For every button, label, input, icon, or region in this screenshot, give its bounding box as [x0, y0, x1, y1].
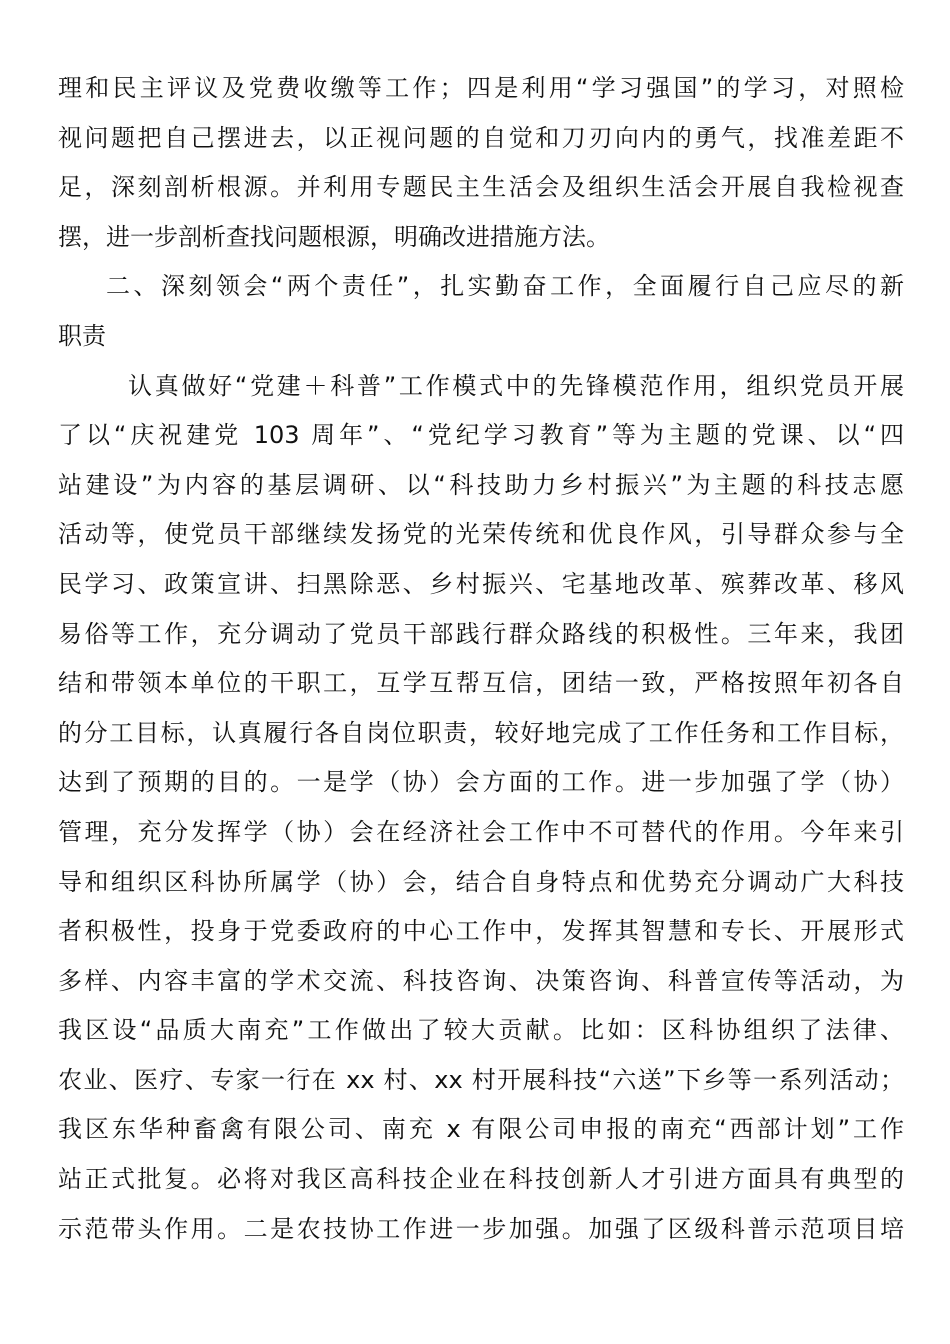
text-line: 农业、医疗、专家一行在 xx 村、xx 村开展科技“六送”下乡等一系列活动；: [58, 1065, 904, 1094]
text-line: 了以“庆祝建党 103 周年”、“党纪学习教育”等为主题的党课、以“四: [58, 421, 904, 450]
text-line: 站正式批复。必将对我区高科技企业在科技创新人才引进方面具有典型的: [58, 1165, 904, 1194]
section-heading-end-line: 职责: [58, 321, 106, 350]
text-line: 多样、内容丰富的学术交流、科技咨询、决策咨询、科普宣传等活动，为: [58, 966, 904, 995]
text-line: 理和民主评议及党费收缴等工作；四是利用“学习强国”的学习，对照检: [58, 74, 904, 102]
text-line: 导和组织区科协所属学（协）会，结合自身特点和优势充分调动广大科技: [58, 867, 904, 896]
text-line: 易俗等工作，充分调动了党员干部践行群众路线的积极性。三年来，我团: [58, 619, 904, 648]
body-text: [58, 64, 904, 1254]
text-line: 活动等，使党员干部继续发扬党的光荣传统和优良作风，引导群众参与全: [58, 520, 904, 549]
paragraph-end-line: 摆，进一步剖析查找问题根源，明确改进措施方法。: [58, 222, 610, 251]
text-line: 达到了预期的目的。一是学（协）会方面的工作。进一步加强了学（协）: [58, 768, 904, 797]
text-line: 视问题把自己摆进去，以正视问题的自觉和刀刃向内的勇气，找准差距不: [58, 123, 904, 152]
text-line: 站建设”为内容的基层调研、以“科技助力乡村振兴”为主题的科技志愿: [58, 470, 904, 499]
paragraph-first-line: 认真做好“党建＋科普”工作模式中的先锋模范作用，组织党员开展: [128, 371, 904, 400]
text-line: 民学习、政策宣讲、扫黑除恶、乡村振兴、宅基地改革、殡葬改革、移风: [58, 569, 904, 598]
text-line: 结和带领本单位的干职工，互学互帮互信，团结一致，严格按照年初各自: [58, 669, 904, 698]
text-line: 足，深刻剖析根源。并利用专题民主生活会及组织生活会开展自我检视查: [58, 173, 904, 202]
text-line: 我区东华种畜禽有限公司、南充 x 有限公司申报的南充“西部计划”工作: [58, 1115, 904, 1144]
section-heading-line: 二、深刻领会“两个责任”，扎实勤奋工作，全面履行自己应尽的新: [106, 272, 904, 301]
text-line: 管理，充分发挥学（协）会在经济社会工作中不可替代的作用。今年来引: [58, 817, 904, 846]
text-line: 者积极性，投身于党委政府的中心工作中，发挥其智慧和专长、开展形式: [58, 917, 904, 946]
text-line: 我区设“品质大南充”工作做出了较大贡献。比如：区科协组织了法律、: [58, 1016, 904, 1045]
text-line: 示范带头作用。二是农技协工作进一步加强。加强了区级科普示范项目培: [58, 1214, 904, 1243]
text-line: 的分工目标，认真履行各自岗位职责，较好地完成了工作任务和工作目标，: [58, 718, 904, 747]
